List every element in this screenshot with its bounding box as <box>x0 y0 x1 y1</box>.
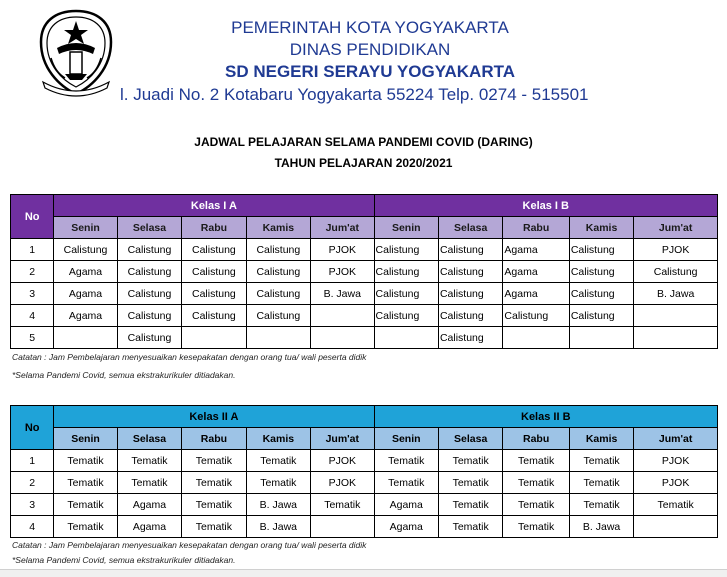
table-row <box>11 239 718 261</box>
cell: PJOK <box>311 239 374 261</box>
cell: Agama <box>117 494 181 516</box>
cell: Calistung <box>503 305 569 327</box>
cell: Calistung <box>117 239 181 261</box>
cell: PJOK <box>634 239 718 261</box>
note-ekstrakurikuler: *Selama Pandemi Covid, semua ekstrakurikuler ditiadakan. <box>12 370 236 380</box>
cell: Calistung <box>374 305 438 327</box>
cell: Agama <box>503 283 569 305</box>
cell: Calistung <box>569 283 633 305</box>
header-department: DINAS PENDIDIKAN <box>289 40 451 59</box>
cell: B. Jawa <box>311 283 374 305</box>
cell: Calistung <box>438 283 502 305</box>
cell: Agama <box>54 305 117 327</box>
class-header: Kelas II A <box>54 406 374 428</box>
cell <box>634 516 718 538</box>
cell: Agama <box>117 516 181 538</box>
cell: Calistung <box>182 305 246 327</box>
cell: Tematik <box>246 472 310 494</box>
no-header: No <box>11 195 54 239</box>
cell <box>182 327 246 349</box>
cell: Calistung <box>246 261 310 283</box>
day-header: Rabu <box>503 428 569 450</box>
day-header: Rabu <box>182 428 246 450</box>
cell <box>54 327 117 349</box>
cell: Agama <box>54 283 117 305</box>
cell: Tematik <box>503 494 569 516</box>
day-header: Kamis <box>569 217 633 239</box>
cell: Tematik <box>438 516 502 538</box>
cell: Tematik <box>54 450 117 472</box>
cell: PJOK <box>311 450 374 472</box>
cell: Tematik <box>182 472 246 494</box>
cell: Calistung <box>438 261 502 283</box>
note-ekstrakurikuler: *Selama Pandemi Covid, semua ekstrakurikuler ditiadakan. <box>12 555 236 565</box>
cell: Tematik <box>182 516 246 538</box>
table-row <box>11 283 718 305</box>
cell: B. Jawa <box>634 283 718 305</box>
cell: Calistung <box>117 327 181 349</box>
cell <box>311 327 374 349</box>
cell: Agama <box>374 516 438 538</box>
header-school-name: SD NEGERI SERAYU YOGYAKARTA <box>224 62 515 81</box>
cell: Tematik <box>503 516 569 538</box>
cell: Agama <box>54 261 117 283</box>
row-number: 2 <box>11 472 54 494</box>
cell: Tematik <box>374 472 438 494</box>
cell <box>311 305 374 327</box>
cell: Tematik <box>569 494 633 516</box>
cell: Calistung <box>117 261 181 283</box>
table-row <box>11 450 718 472</box>
day-header: Kamis <box>569 428 633 450</box>
day-header: Jum'at <box>311 428 374 450</box>
day-header: Rabu <box>503 217 569 239</box>
cell: Calistung <box>569 239 633 261</box>
day-header: Kamis <box>246 428 310 450</box>
cell: Tematik <box>54 516 117 538</box>
row-number: 3 <box>11 283 54 305</box>
schedule-table-kelas-1 <box>10 194 718 349</box>
class-header: Kelas II B <box>374 406 717 428</box>
cell: PJOK <box>311 261 374 283</box>
cell: Calistung <box>246 239 310 261</box>
cell: Tematik <box>117 472 181 494</box>
note-catatan: Catatan : Jam Pembelajaran menyesuaikan kesepakatan dengan orang tua/ wali peserta didik <box>12 540 367 550</box>
schedule-table-kelas-2 <box>10 405 718 538</box>
day-header: Senin <box>374 217 438 239</box>
row-number: 5 <box>11 327 54 349</box>
cell: Tematik <box>569 450 633 472</box>
school-year-title: TAHUN PELAJARAN 2020/2021 <box>274 156 453 170</box>
row-number: 2 <box>11 261 54 283</box>
cell: Calistung <box>374 261 438 283</box>
cell <box>311 516 374 538</box>
cell <box>634 305 718 327</box>
cell: Tematik <box>438 472 502 494</box>
row-number: 4 <box>11 305 54 327</box>
table-row <box>11 305 718 327</box>
table-row <box>11 261 718 283</box>
schedule-title: JADWAL PELAJARAN SELAMA PANDEMI COVID (DARING) <box>194 135 533 149</box>
cell <box>246 327 310 349</box>
cell: Calistung <box>569 261 633 283</box>
no-header: No <box>11 406 54 450</box>
cell: Calistung <box>182 283 246 305</box>
class-header: Kelas I A <box>54 195 374 217</box>
cell: Tematik <box>634 494 718 516</box>
cell: PJOK <box>311 472 374 494</box>
cell: Tematik <box>54 494 117 516</box>
table-row <box>11 472 718 494</box>
cell: PJOK <box>634 472 718 494</box>
yogyakarta-emblem-logo <box>35 8 117 98</box>
cell: Agama <box>374 494 438 516</box>
cell: Calistung <box>438 327 502 349</box>
day-header: Senin <box>54 428 117 450</box>
cell: Calistung <box>117 305 181 327</box>
row-number: 1 <box>11 239 54 261</box>
cell: Tematik <box>438 450 502 472</box>
cell: Calistung <box>438 305 502 327</box>
header-address: l. Juadi No. 2 Kotabaru Yogyakarta 55224 Telp. 0274 - 515501 <box>120 85 589 104</box>
class-header: Kelas I B <box>374 195 717 217</box>
cell: Tematik <box>246 450 310 472</box>
cell: Calistung <box>246 305 310 327</box>
row-number: 4 <box>11 516 54 538</box>
day-header: Senin <box>54 217 117 239</box>
cell: Tematik <box>182 494 246 516</box>
cell: Tematik <box>117 450 181 472</box>
cell: Tematik <box>438 494 502 516</box>
cell: Calistung <box>438 239 502 261</box>
cell: PJOK <box>634 450 718 472</box>
row-number: 3 <box>11 494 54 516</box>
cell: Tematik <box>311 494 374 516</box>
cell <box>634 327 718 349</box>
cell: B. Jawa <box>246 494 310 516</box>
day-header: Rabu <box>182 217 246 239</box>
cell: Tematik <box>503 472 569 494</box>
cell: B. Jawa <box>569 516 633 538</box>
cell: Calistung <box>54 239 117 261</box>
header-government: PEMERINTAH KOTA YOGYAKARTA <box>231 18 509 37</box>
day-header: Selasa <box>117 428 181 450</box>
cell: Tematik <box>503 450 569 472</box>
cell: Calistung <box>569 305 633 327</box>
row-number: 1 <box>11 450 54 472</box>
cell: Calistung <box>374 239 438 261</box>
cell: Agama <box>503 261 569 283</box>
cell: Calistung <box>117 283 181 305</box>
cell: Agama <box>503 239 569 261</box>
table-row <box>11 327 718 349</box>
cell <box>569 327 633 349</box>
cell: Calistung <box>182 261 246 283</box>
cell: Calistung <box>246 283 310 305</box>
table-row <box>11 516 718 538</box>
table-row <box>11 494 718 516</box>
cell <box>374 327 438 349</box>
note-catatan: Catatan : Jam Pembelajaran menyesuaikan kesepakatan dengan orang tua/ wali peserta didik <box>12 352 367 362</box>
cell: Calistung <box>374 283 438 305</box>
cell: Tematik <box>54 472 117 494</box>
day-header: Jum'at <box>311 217 374 239</box>
day-header: Selasa <box>438 428 502 450</box>
day-header: Selasa <box>438 217 502 239</box>
cell: Tematik <box>569 472 633 494</box>
day-header: Kamis <box>246 217 310 239</box>
day-header: Selasa <box>117 217 181 239</box>
cell: Tematik <box>374 450 438 472</box>
day-header: Senin <box>374 428 438 450</box>
cell: Calistung <box>182 239 246 261</box>
cell: B. Jawa <box>246 516 310 538</box>
day-header: Jum'at <box>634 217 718 239</box>
cell: Calistung <box>634 261 718 283</box>
day-header: Jum'at <box>634 428 718 450</box>
cell <box>503 327 569 349</box>
cell: Tematik <box>182 450 246 472</box>
